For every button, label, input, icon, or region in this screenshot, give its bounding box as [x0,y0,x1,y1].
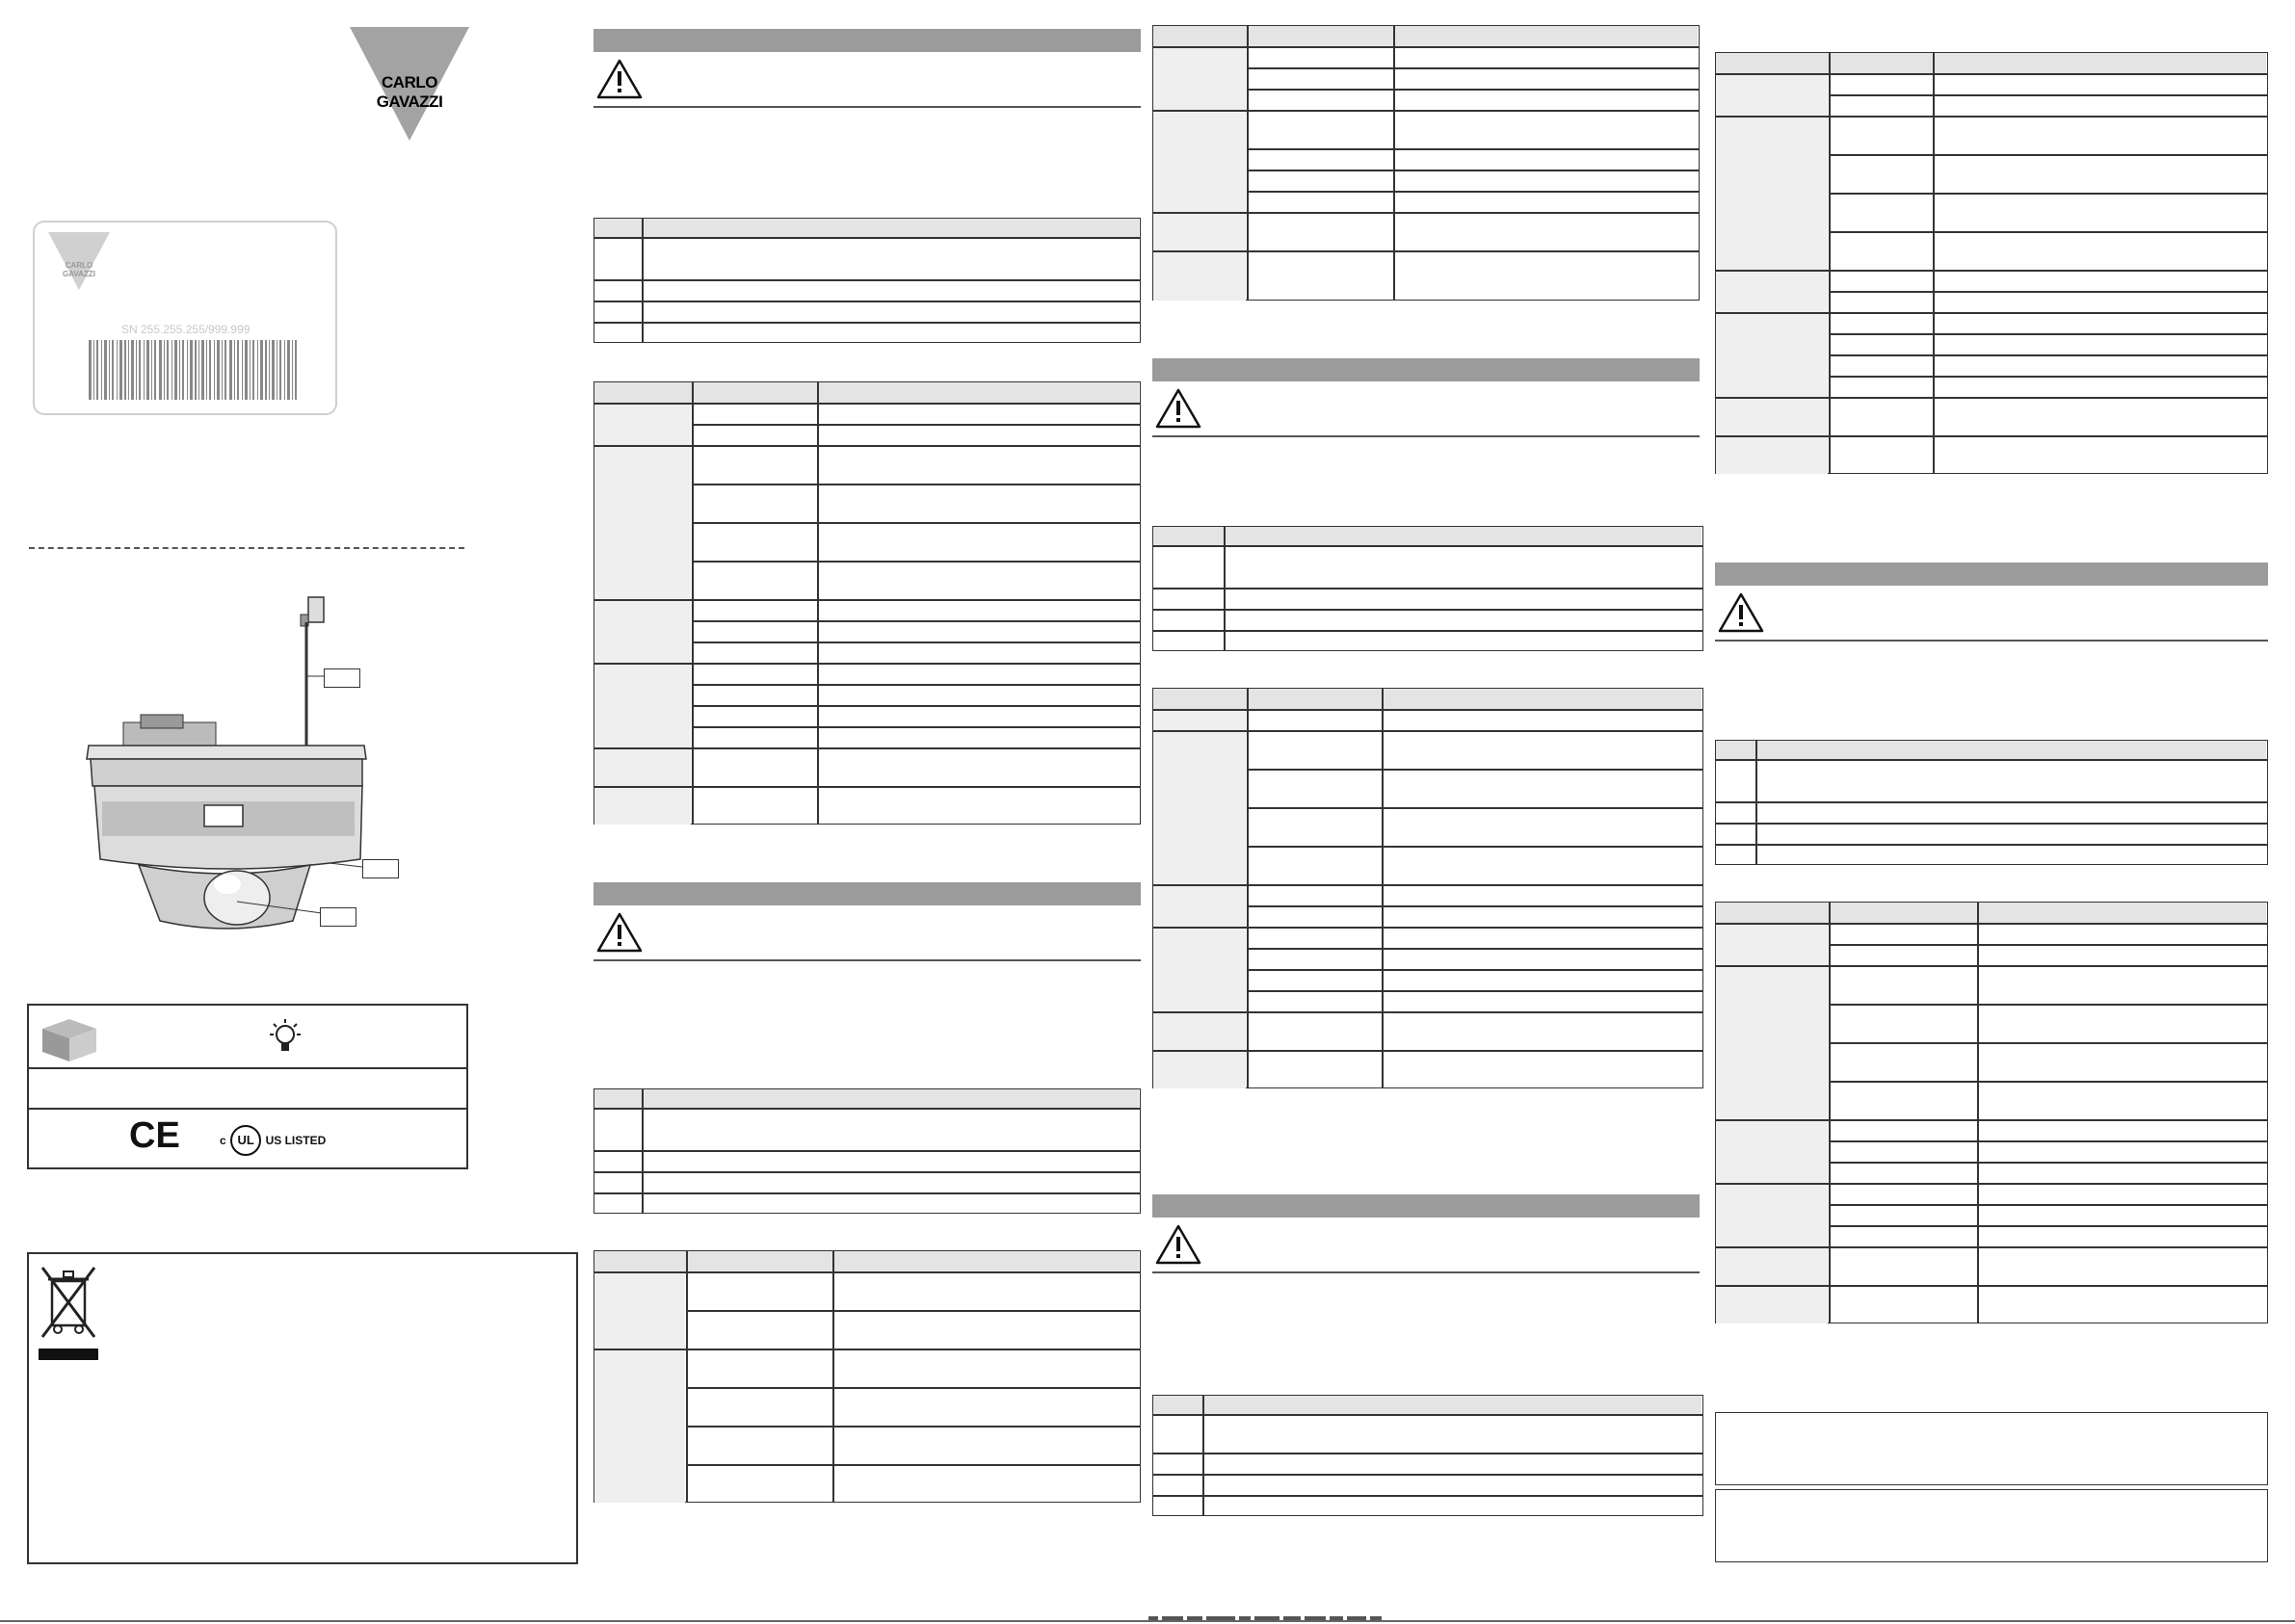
warning-icon [1717,591,1765,634]
spec-row-line [1152,1050,1703,1052]
spec-row-line [1715,397,2268,399]
spec-table-header-2 [594,1251,1139,1271]
spec-group-cell [1153,213,1246,250]
spec-row-line [1247,191,1700,193]
barcode-icon [89,340,297,400]
spec-group-cell [594,664,691,747]
spec-row-line [594,663,1141,665]
spec-group-cell [594,600,691,663]
spec-row-line [1247,807,1703,809]
spec-row-line [594,599,1141,601]
section-rule-4 [1152,1271,1700,1273]
page-bottom-rule [0,1620,2295,1622]
spec-row-line [686,1387,1141,1389]
small-table-row-line [1715,759,2268,761]
spec-row-line [1829,1204,2268,1206]
spec-row-line [1715,1246,2268,1248]
small-table-row-line [594,1171,1141,1173]
ul-listed-mark [220,1125,326,1156]
ul-circle [230,1125,261,1156]
spec-col-line-1 [1829,52,1831,474]
spec-group-cell [1716,398,1828,435]
spec-row-line [1829,1004,2268,1006]
section-bar-5 [1715,563,2268,586]
spec-row-line [1829,231,2268,233]
spec-row-line [1247,905,1703,907]
spec-group-cell [1716,313,1828,397]
spec-row-line [594,1349,1141,1350]
small-table-header-4 [1153,1396,1701,1414]
small-table-row-line [1715,801,2268,803]
spec-group-cell [1153,47,1246,110]
spec-row-line [1829,333,2268,335]
callout-box-1 [324,668,360,688]
spec-group-cell [1716,1247,1828,1285]
spec-table-header-1 [594,382,1139,403]
serial-number: SN 255.255.255/999.999 [121,323,251,336]
spec-col-line-2 [1933,52,1935,474]
section-bar-2 [594,882,1141,905]
spec-group-cell [594,748,691,786]
product-label-card [33,221,337,415]
small-table-row-line [1152,1453,1703,1454]
spec-row-line [686,1426,1141,1428]
package-info-box [27,1004,468,1169]
spec-group-cell [1153,251,1246,301]
spec-row-line [1247,148,1700,150]
crossed-bin-icon [39,1264,98,1352]
spec-row-line [692,522,1141,524]
brand-name: CARLO GAVAZZI [376,73,443,111]
spec-group-cell [1716,74,1828,116]
spec-col-line-2 [1382,688,1384,1088]
spec-row-line [1247,948,1703,950]
spec-row-line [1829,1081,2268,1083]
spec-group-cell [1153,111,1246,212]
spec-row-line [1152,1011,1703,1013]
small-table-row-line [594,301,1141,302]
small-table-row-line [1152,630,1703,632]
spec-row-line [1152,730,1703,732]
spec-row-line [1829,354,2268,356]
spec-group-cell [1716,1120,1828,1183]
spec-row-line [692,620,1141,622]
spec-group-cell [1716,436,1828,474]
spec-row-line [1152,46,1700,48]
spec-col-line-1 [1247,25,1249,301]
package-box-icon [39,1015,100,1063]
spec-row-line [1152,110,1700,112]
sensor-device-drawing [83,593,449,940]
spec-row-line [1829,1140,2268,1142]
note-box-2 [1715,1489,2268,1562]
spec-row-line [1829,154,2268,156]
callout-box-3 [320,907,356,927]
spec-row-line [594,403,1141,405]
spec-row-line [1715,1119,2268,1121]
black-bar [39,1349,98,1360]
spec-row-line [1152,250,1700,252]
small-table-header-5 [1716,741,2266,759]
spec-row-line [686,1464,1141,1466]
spec-row-line [1715,1183,2268,1185]
spec-col-line-2 [817,381,819,825]
spec-row-line [1152,884,1703,886]
spec-group-cell [594,404,691,445]
lightbulb-icon [264,1017,306,1060]
disposal-info-box [27,1252,578,1564]
spec-group-cell [1716,966,1828,1119]
warning-icon [595,911,644,954]
spec-row-line [1247,846,1703,848]
spec-row-line [692,424,1141,426]
spec-row-line [692,484,1141,485]
note-box-1 [1715,1412,2268,1485]
small-table-row-line [594,1150,1141,1152]
section-rule-2 [594,959,1141,961]
spec-col-line-2 [832,1250,834,1503]
spec-row-line [1152,212,1700,214]
spec-col-line-1 [1829,902,1831,1323]
spec-row-line [594,786,1141,788]
spec-group-cell [1716,271,1828,312]
spec-row-line [1247,990,1703,992]
spec-row-line [686,1310,1141,1312]
spec-row-line [692,561,1141,563]
spec-row-line [1829,291,2268,293]
ce-mark: CE [129,1115,180,1156]
small-table-row-line [594,1192,1141,1194]
spec-row-line [594,445,1141,447]
small-table-row-line [1152,609,1703,611]
small-table-header-2 [594,1089,1139,1108]
spec-group-cell [1716,1184,1828,1246]
ul-us-listed-text: US LISTED [265,1134,327,1148]
spec-row-line [1247,170,1700,171]
spec-col-line-1 [1247,688,1249,1088]
small-table-row-line [594,237,1141,239]
spec-row-line [692,642,1141,643]
spec-row-line [1247,89,1700,91]
spec-group-cell [1153,731,1246,884]
info-divider-2 [29,1108,466,1110]
spec-group-cell [1716,924,1828,965]
spec-row-line [1247,969,1703,971]
spec-row-line [1152,709,1703,711]
spec-row-line [1829,1225,2268,1227]
spec-table-header-4 [1153,689,1701,709]
spec-row-line [1715,965,2268,967]
spec-row-line [1829,193,2268,195]
spec-row-line [1715,1285,2268,1287]
spec-row-line [1715,923,2268,925]
spec-group-cell [594,1349,685,1503]
spec-group-cell [1153,1012,1246,1050]
spec-table-header-5 [1716,53,2266,73]
small-table-header-3 [1153,527,1701,545]
ul-c-text: c [220,1134,226,1148]
small-table-row-line [1152,1495,1703,1497]
spec-group-cell [1716,1286,1828,1323]
spec-row-line [692,705,1141,707]
spec-row-line [1829,376,2268,378]
product-illustration [83,593,449,940]
spec-row-line [1715,312,2268,314]
spec-row-line [1829,1162,2268,1164]
ul-mark-text: UL [237,1133,254,1147]
spec-table-header-6 [1716,903,2266,923]
dashed-separator [29,547,464,549]
info-divider-1 [29,1067,466,1069]
spec-row-line [1715,73,2268,75]
small-table-row-line [1152,545,1703,547]
warning-icon [1154,1223,1202,1266]
spec-group-cell [594,787,691,825]
spec-group-cell [1153,710,1246,730]
spec-row-line [1829,94,2268,96]
spec-col-line-2 [1977,902,1979,1323]
spec-row-line [1715,116,2268,118]
section-rule-5 [1715,640,2268,642]
spec-row-line [1715,435,2268,437]
spec-row-line [1247,769,1703,771]
section-rule-3 [1152,435,1700,437]
spec-table-header-3 [1153,26,1698,46]
small-table-row-line [1715,823,2268,825]
card-logo-text: CARLO GAVAZZI [63,261,95,278]
spec-row-line [1247,67,1700,69]
small-table-col-line-4 [1202,1395,1204,1516]
small-table-row-line [1715,844,2268,846]
small-table-row-line [594,279,1141,281]
spec-col-line-1 [692,381,694,825]
warning-icon [595,58,644,100]
section-bar-4 [1152,1194,1700,1218]
spec-row-line [594,747,1141,749]
small-table-row-line [594,1108,1141,1110]
spec-row-line [1152,927,1703,929]
small-table-row-line [594,322,1141,324]
warning-icon [1154,387,1202,430]
spec-group-cell [1153,928,1246,1011]
spec-group-cell [1153,885,1246,927]
spec-row-line [1829,944,2268,946]
section-bar-1 [594,29,1141,52]
section-rule-1 [594,106,1141,108]
spec-row-line [594,1271,1141,1273]
small-table-row-line [1152,1414,1703,1416]
callout-box-2 [362,859,399,878]
brand-logo [350,27,469,143]
spec-group-cell [1716,117,1828,270]
section-bar-3 [1152,358,1700,381]
spec-col-line-1 [686,1250,688,1503]
small-table-row-line [1152,588,1703,589]
spec-group-cell [594,446,691,599]
spec-row-line [1829,1042,2268,1044]
spec-row-line [692,684,1141,686]
spec-row-line [1715,270,2268,272]
spec-group-cell [594,1272,685,1349]
small-table-header-1 [594,219,1139,237]
small-table-row-line [1152,1474,1703,1476]
spec-row-line [692,726,1141,728]
spec-group-cell [1153,1051,1246,1088]
spec-col-line-2 [1393,25,1395,301]
